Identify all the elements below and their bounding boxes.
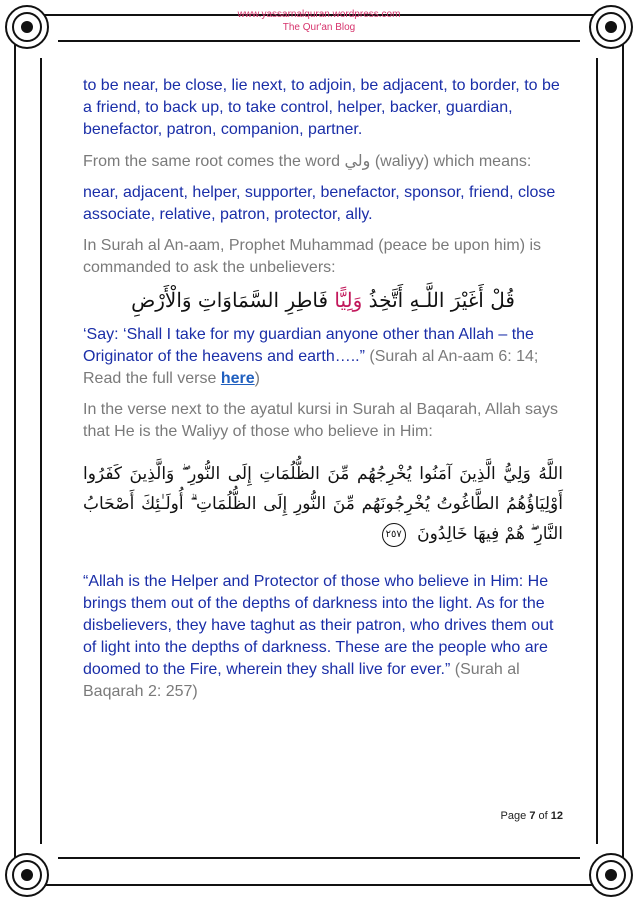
frame-bottom-outer <box>38 884 600 886</box>
ayah-number-mark: ٢٥٧ <box>382 523 406 547</box>
arabic-verse-waliyy: وَلِيًّا <box>334 288 363 312</box>
baqarah-translation <box>83 571 563 703</box>
anaam-quote: ‘Say: ‘Shall I take for my guardian anyone other than Allah – the Originator of the heavens and earth…..” <box>83 326 534 365</box>
main-content <box>83 75 563 712</box>
corner-ornament-bottom-left <box>5 853 49 897</box>
same-root-paragraph <box>83 150 563 173</box>
page-current: 7 <box>529 810 536 822</box>
anaam-reference-close: ) <box>254 370 260 387</box>
page-label: Page <box>500 810 527 822</box>
blog-title: The Qur'an Blog <box>282 22 356 33</box>
frame-left-outer <box>14 38 16 864</box>
anaam-translation <box>83 324 563 390</box>
surah-anaam-intro: In Surah al An-aam, Prophet Muhammad (peace be upon him) is commanded to ask the unbelievers: <box>83 237 542 276</box>
frame-right-inner <box>596 58 598 844</box>
meaning-list-1: to be near, be close, lie next, to adjoin, be adjacent, to border, to be a friend, to back up, to take control, helper, backer, guardian, benefactor, patron, companion, partner. <box>83 77 560 138</box>
arabic-verse-anaam <box>83 288 563 312</box>
frame-bottom-inner <box>58 857 580 859</box>
arabic-verse-baqarah <box>83 459 563 549</box>
read-full-verse-link[interactable]: here <box>220 370 255 387</box>
page-of: of <box>538 810 548 822</box>
arabic-verse-part1: قُلْ أَغَيْرَ اللَّـهِ أَتَّخِذُ <box>362 288 515 312</box>
meaning-list-2: near, adjacent, helper, supporter, benefactor, sponsor, friend, close associate, relative, patron, protector, ally. <box>83 184 556 223</box>
baqarah-quote: “Allah is the Helper and Protector of those who believe in Him: He brings them out of the depths of darkness into the light. As for the disbelievers, they have taghut as their patron, who drives them out of light into the depths of darkness. These are the people who are doomed to the Fire, wherein they shall live for ever.” <box>83 573 554 678</box>
baqarah-reference: (Surah al Baqarah 2: 257) <box>83 661 520 700</box>
baqarah-intro: In the verse next to the ayatul kursi in Surah al Baqarah, Allah says that He is the Waliyy of those who believe in Him: <box>83 401 558 440</box>
anaam-reference: (Surah al An-aam 6: 14; Read the full verse <box>83 348 539 387</box>
same-root-text: From the same root comes the word <box>83 153 345 170</box>
frame-top-inner <box>58 40 580 42</box>
frame-right-outer <box>622 38 624 864</box>
page-number <box>501 810 563 822</box>
corner-ornament-bottom-right <box>589 853 633 897</box>
frame-left-inner <box>40 58 42 844</box>
page-total: 12 <box>550 810 563 822</box>
site-url[interactable]: www.yassarnalquran.wordpress.com <box>237 9 401 20</box>
page-header <box>0 8 638 34</box>
arabic-verse-baqarah-text: اللَّهُ وَلِيُّ الَّذِينَ آمَنُوا يُخْرِجُهُم مِّنَ الظُّلُمَاتِ إِلَى النُّورِ ۖ وَالَّذِينَ كَفَرُوا أَوْلِيَاؤُهُمُ الطَّاغُوتُ يُخْرِجُونَهُم مِّنَ النُّورِ إِلَى الظُّلُمَاتِ ۗ أُولَـٰئِكَ أَصْحَابُ النَّارِ ۖ هُمْ فِيهَا خَالِدُونَ <box>83 464 563 544</box>
waliyy-text: (waliyy) which means: <box>370 153 532 170</box>
waliyy-arabic: ولي <box>344 151 371 170</box>
arabic-verse-part2: فَاطِرِ السَّمَاوَاتِ وَالْأَرْضِ <box>131 288 335 312</box>
